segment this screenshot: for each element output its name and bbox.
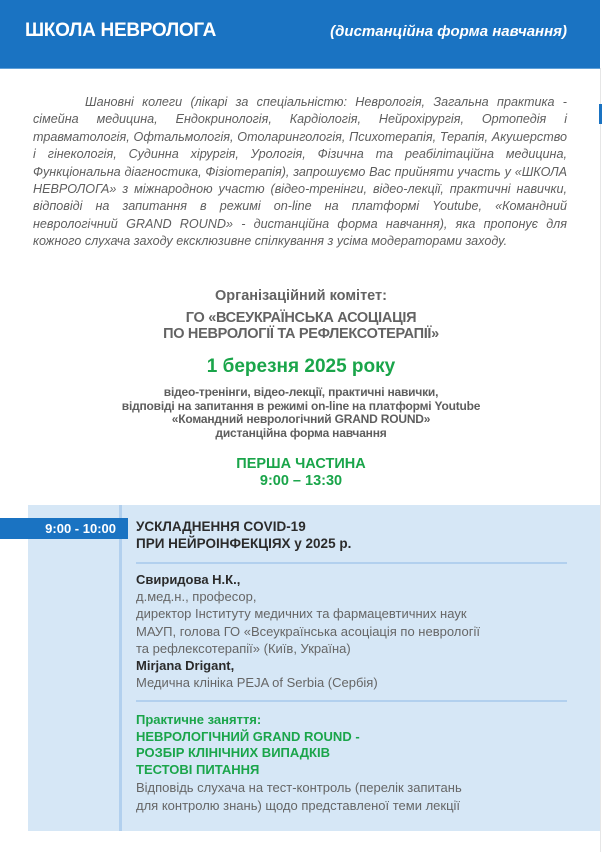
- organizer-name: [0, 310, 602, 342]
- header-subtitle: (дистанційна форма навчання): [330, 23, 567, 40]
- intro-paragraph: [33, 94, 567, 251]
- page-header: [0, 0, 600, 69]
- part-heading: [0, 456, 602, 490]
- speaker-detail: та рефлексотерапії» (Київ, Україна): [136, 640, 351, 656]
- part-title: ПЕРША ЧАСТИНА: [236, 456, 366, 472]
- format-line: дистанційна форма навчання: [215, 425, 387, 440]
- practice-description-line: для контролю знань) щодо представленої теми лекції: [136, 798, 461, 813]
- speaker-detail: директор Інституту медичних та фармацевтичних наук: [136, 606, 467, 622]
- part-time: 9:00 – 13:30: [259, 473, 343, 489]
- speaker-detail: Медична клініка PEJA of Serbia (Сербія): [136, 675, 378, 691]
- practice-title-line: ТЕСТОВІ ПИТАННЯ: [136, 761, 260, 777]
- section-separator: [136, 562, 567, 564]
- speaker-detail: МАУП, голова ГО «Всеукраїнська асоціація по неврології: [136, 623, 480, 639]
- format-line: «Командний неврологічний GRAND ROUND»: [171, 412, 431, 427]
- organizer-name-line: ГО «ВСЕУКРАЇНСЬКА АСОЦІАЦІЯ: [185, 310, 417, 326]
- session-topic: [136, 518, 568, 552]
- practice-label: Практичне заняття:: [136, 712, 262, 727]
- practice-section: [136, 712, 568, 815]
- header-title: ШКОЛА НЕВРОЛОГА: [25, 20, 217, 41]
- topic-line: УСКЛАДНЕННЯ COVID-19: [136, 519, 306, 534]
- practice-description: [136, 779, 568, 815]
- session-time-badge: [0, 518, 128, 539]
- format-line: відповіді на запитання в режимі on-line на платформі Youtube: [121, 398, 481, 413]
- topic-line: ПРИ НЕЙРОІНФЕКЦІЯХ у 2025 р.: [136, 536, 352, 551]
- practice-title-line: НЕВРОЛОГІЧНИЙ GRAND ROUND -: [136, 728, 360, 744]
- speaker-name: Mirjana Drigant,: [136, 658, 235, 674]
- session-divider: [119, 505, 122, 831]
- practice-description-line: Відповідь слухача на тест-контроль (перелік запитань: [136, 780, 462, 795]
- organizer-name-line: ПО НЕВРОЛОГІЇ ТА РЕФЛЕКСОТЕРАПІЇ»: [163, 326, 439, 342]
- organizer-label: Організаційний комітет:: [215, 288, 387, 304]
- speaker-name: Свиридова Н.К.,: [136, 572, 241, 587]
- practice-title-line: РОЗБІР КЛІНІЧНИХ ВИПАДКІВ: [136, 745, 330, 760]
- event-date: 1 березня 2025 року: [206, 356, 396, 377]
- speaker-detail: д.мед.н., професор,: [136, 589, 257, 605]
- intro-text: Шановні колеги (лікарі за спеціальністю: Неврологія, Загальна практика - сімейна медицина, Ендокринологія, Кардіологія, Нейрохірургія, Ортопедія і травматологія, Офтальмологія, Отоларингологія, Психотерапія, Терапія, Акушерство і гінекологія, Судинна хірургія, Урологія, Фізична та реабілітаційна медицина, Функціональна діагностика, Фізіотерапія), запрошуємо Вас прийняти участь у «ШКОЛА НЕВРОЛОГА» з міжнародною участю (відео-тренінги, відео-лекції, практичні навички, відповіді на запитання в режимі on-line на платформі Youtube, «Командний неврологічний GRAND ROUND» - дистанційна форма навчання), яка пропонує для кожного слухача заходу ексклюзивне спілкування з усіма модераторами заходу.: [33, 95, 567, 249]
- session-time: 9:00 - 10:00: [45, 521, 116, 536]
- event-formats: [0, 386, 602, 440]
- section-separator: [136, 700, 567, 702]
- format-line: відео-тренінги, відео-лекції, практичні навички,: [163, 385, 439, 399]
- speakers-list: [136, 571, 568, 691]
